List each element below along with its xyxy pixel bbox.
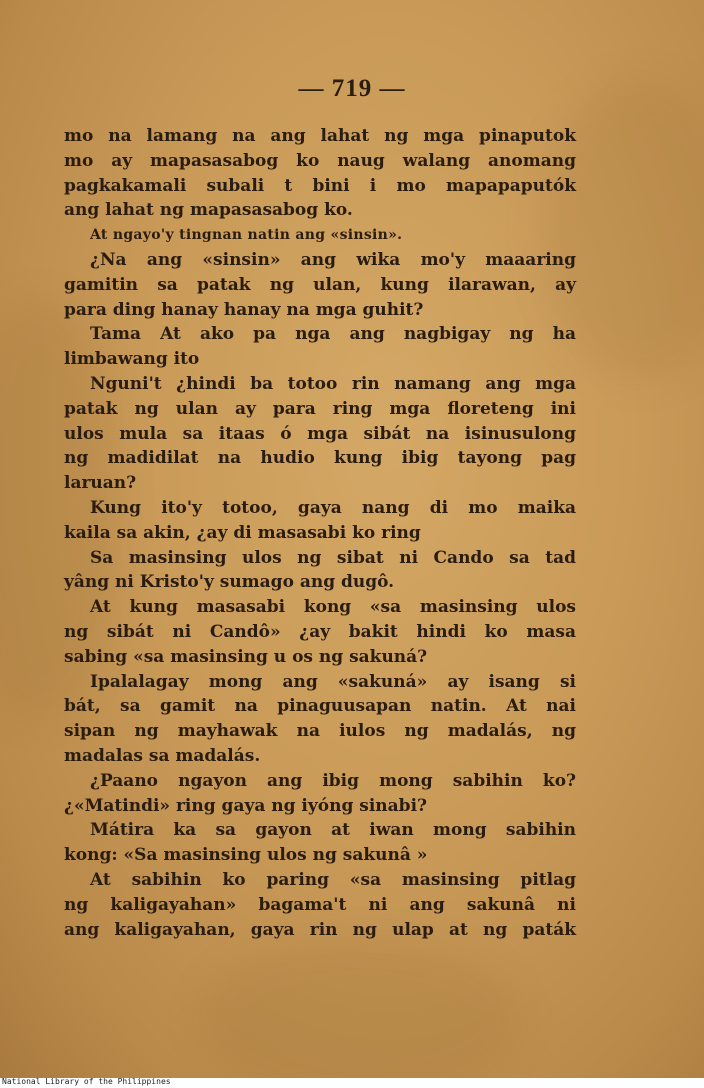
text-line: Tama At ako pa nga ang nagbigay ng ha: [90, 324, 576, 345]
paper-stain: [200, 940, 520, 1078]
text-line: mo ay mapasasabog ko naug walang anomang: [64, 150, 576, 171]
text-line: ang kaligayahan, gaya rin ng ulap at ng paták: [64, 919, 576, 940]
text-line: At kung masasabi kong «sa masinsing ulos: [90, 597, 576, 618]
text-line: Sa masinsing ulos ng sibat ni Cando sa tad: [90, 547, 576, 568]
text-line: patak ng ulan ay para ring mga floreteng ini: [64, 398, 576, 419]
text-line: sabing «sa masinsing u os ng sakuná?: [64, 646, 428, 667]
text-line: gamitin sa patak ng ulan, kung ilarawan, ay: [64, 274, 576, 295]
text-line: ¿«Matindi» ring gaya ng iyóng sinabi?: [64, 795, 427, 816]
text-line: ¿Na ang «sinsin» ang wika mo'y maaaring: [90, 249, 576, 270]
text-line: Mátira ka sa gayon at iwan mong sabihin: [90, 820, 576, 841]
text-line: laruan?: [64, 473, 137, 494]
text-line: Kung ito'y totoo, gaya nang di mo maika: [90, 497, 576, 518]
text-line: yâng ni Kristo'y sumago ang dugô.: [64, 572, 395, 593]
text-line: ng kaligayahan» bagama't ni ang sakunâ ni: [64, 894, 576, 915]
text-line: ng madidilat na hudio kung ibig tayong pag: [64, 448, 576, 469]
text-line: ang lahat ng mapasasabog ko.: [64, 200, 353, 221]
text-line: kaila sa akin, ¿ay di masasabi ko ring: [64, 522, 421, 543]
text-line: kong: «Sa masinsing ulos ng sakunâ »: [64, 845, 428, 866]
text-line: Ipalalagay mong ang «sakuná» ay isang si: [90, 671, 576, 692]
text-line: At ngayo'y tingnan natin ang «sinsin».: [90, 227, 403, 244]
text-line: ng sibát ni Candô» ¿ay bakit hindi ko masa: [64, 621, 576, 642]
text-line: sipan ng mayhawak na iulos ng madalás, ng: [64, 721, 576, 742]
text-line: para ding hanay hanay na mga guhit?: [64, 299, 424, 320]
text-line: madalas sa madalás.: [64, 745, 261, 766]
text-line: limbawang ito: [64, 349, 200, 370]
body-text: [64, 124, 576, 942]
text-line: bát, sa gamit na pinaguusapan natin. At nai: [64, 696, 576, 717]
text-line: ¿Paano ngayon ang ibig mong sabihin ko?: [90, 770, 576, 791]
page-number: — 719 —: [298, 75, 406, 102]
text-line: ulos mula sa itaas ó mga sibát na isinusulong: [64, 423, 576, 444]
text-line: At sabihin ko paring «sa masinsing pitlag: [90, 869, 576, 890]
footer-bar: [0, 1078, 704, 1088]
text-line: pagkakamali subali t bini i mo mapapaputók: [64, 175, 576, 196]
footer-credit: National Library of the Philippines: [2, 1077, 171, 1086]
text-line: mo na lamang na ang lahat ng mga pinaputok: [64, 126, 576, 146]
text-line: Nguni't ¿hindi ba totoo rin namang ang mga: [90, 373, 576, 394]
